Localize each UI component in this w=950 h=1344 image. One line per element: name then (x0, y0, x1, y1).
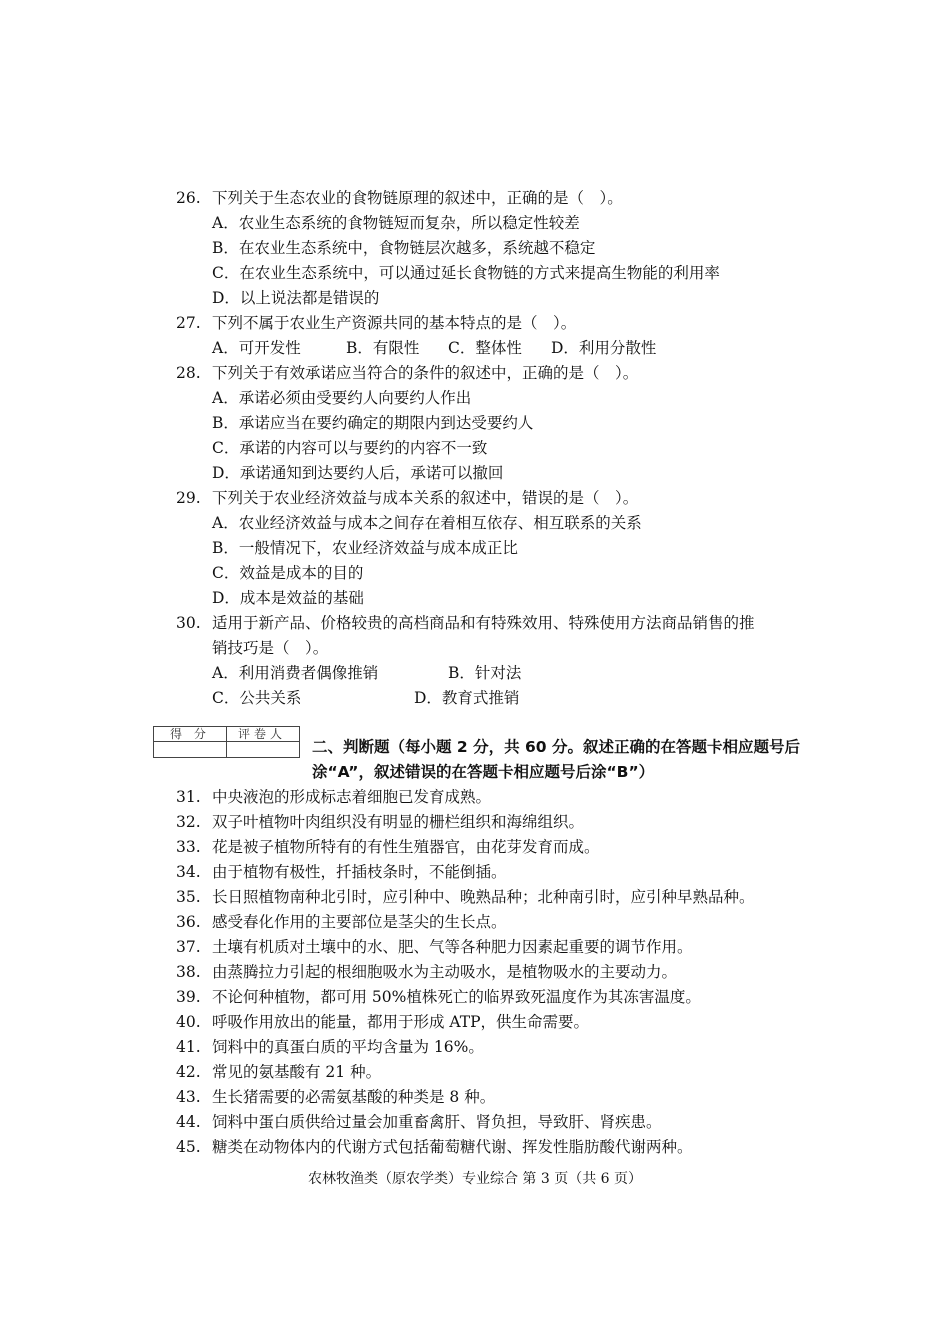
question-number: 43. (176, 1088, 201, 1106)
question-number: 39. (176, 988, 201, 1006)
score-box (153, 726, 300, 758)
question-number: 40. (176, 1013, 201, 1031)
option-b: B．有限性 (346, 339, 420, 357)
question-text: 饲料中蛋白质供给过量会加重畜禽肝、肾负担，导致肝、肾疾患。 (212, 1113, 662, 1131)
option-a: A．可开发性 (212, 339, 301, 357)
question-number: 45. (176, 1138, 201, 1156)
question-text: 常见的氨基酸有 21 种。 (212, 1063, 382, 1081)
option-b: B．在农业生态系统中，食物链层次越多，系统越不稳定 (212, 239, 596, 257)
option-d: D．利用分散性 (551, 339, 657, 357)
question-text: 花是被子植物所特有的有性生殖器官，由花芽发育而成。 (212, 838, 600, 856)
question-text: 下列关于有效承诺应当符合的条件的叙述中，正确的是（ ）。 (212, 364, 639, 382)
question-text: 土壤有机质对土壤中的水、肥、气等各种肥力因素起重要的调节作用。 (212, 938, 693, 956)
question-number: 28. (176, 364, 201, 382)
question-text: 不论何种植物，都可用 50%植株死亡的临界致死温度作为其冻害温度。 (212, 988, 701, 1006)
question-number: 26. (176, 189, 201, 207)
option-c: C．整体性 (448, 339, 522, 357)
score-label: 得 分 (170, 727, 210, 741)
question-text: 呼吸作用放出的能量，都用于形成 ATP，供生命需要。 (212, 1013, 590, 1031)
option-a: A．农业生态系统的食物链短而复杂，所以稳定性较差 (212, 214, 580, 232)
option-b: B．针对法 (448, 664, 522, 682)
option-c: C．承诺的内容可以与要约的内容不一致 (212, 439, 488, 457)
question-number: 27. (176, 314, 201, 332)
option-c: C．公共关系 (212, 689, 302, 707)
option-c: C．在农业生态系统中，可以通过延长食物链的方式来提高生物能的利用率 (212, 264, 720, 282)
question-text: 糖类在动物体内的代谢方式包括葡萄糖代谢、挥发性脂肪酸代谢两种。 (212, 1138, 693, 1156)
option-d: D．承诺通知到达要约人后，承诺可以撤回 (212, 464, 504, 482)
question-number: 29. (176, 489, 201, 507)
question-number: 34. (176, 863, 201, 881)
question-number: 44. (176, 1113, 201, 1131)
question-number: 33. (176, 838, 201, 856)
divider (226, 727, 227, 757)
option-a: A．承诺必须由受要约人向要约人作出 (212, 389, 472, 407)
section-title: 二、判断题（每小题 2 分，共 60 分。叙述正确的在答题卡相应题号后 (312, 738, 800, 756)
question-text: 下列关于农业经济效益与成本关系的叙述中，错误的是（ ）。 (212, 489, 639, 507)
option-d: D．成本是效益的基础 (212, 589, 364, 607)
page-footer: 农林牧渔类（原农学类）专业综合 第 3 页（共 6 页） (307, 1171, 643, 1187)
question-text: 下列不属于农业生产资源共同的基本特点的是（ ）。 (212, 314, 577, 332)
question-number: 31. (176, 788, 201, 806)
option-a: A．农业经济效益与成本之间存在着相互依存、相互联系的关系 (212, 514, 642, 532)
question-text: 由于植物有极性，扦插枝条时，不能倒插。 (212, 863, 507, 881)
question-text: 感受春化作用的主要部位是茎尖的生长点。 (212, 913, 507, 931)
question-text: 适用于新产品、价格较贵的高档商品和有特殊效用、特殊使用方法商品销售的推 (212, 614, 755, 632)
question-text-continued: 销技巧是（ ）。 (212, 639, 329, 657)
grader-label: 评卷人 (238, 727, 287, 741)
question-number: 42. (176, 1063, 201, 1081)
option-b: B．承诺应当在要约确定的期限内到达受要约人 (212, 414, 534, 432)
option-d: D．以上说法都是错误的 (212, 289, 380, 307)
option-c: C．效益是成本的目的 (212, 564, 364, 582)
question-text: 长日照植物南种北引时，应引种中、晚熟品种；北种南引时，应引种早熟品种。 (212, 888, 755, 906)
option-b: B．一般情况下，农业经济效益与成本成正比 (212, 539, 518, 557)
question-text: 双子叶植物叶肉组织没有明显的栅栏组织和海绵组织。 (212, 813, 585, 831)
option-d: D．教育式推销 (414, 689, 520, 707)
question-number: 37. (176, 938, 201, 956)
section-title-continued: 涂“A”，叙述错误的在答题卡相应题号后涂“B”） (312, 763, 655, 781)
question-number: 30. (176, 614, 201, 632)
question-number: 38. (176, 963, 201, 981)
divider (154, 741, 299, 742)
question-number: 41. (176, 1038, 201, 1056)
option-a: A．利用消费者偶像推销 (212, 664, 379, 682)
question-text: 生长猪需要的必需氨基酸的种类是 8 种。 (212, 1088, 496, 1106)
question-number: 35. (176, 888, 201, 906)
question-text: 下列关于生态农业的食物链原理的叙述中，正确的是（ ）。 (212, 189, 623, 207)
question-text: 中央液泡的形成标志着细胞已发育成熟。 (212, 788, 492, 806)
question-number: 36. (176, 913, 201, 931)
question-text: 由蒸腾拉力引起的根细胞吸水为主动吸水，是植物吸水的主要动力。 (212, 963, 678, 981)
question-number: 32. (176, 813, 201, 831)
question-text: 饲料中的真蛋白质的平均含量为 16%。 (212, 1038, 484, 1056)
